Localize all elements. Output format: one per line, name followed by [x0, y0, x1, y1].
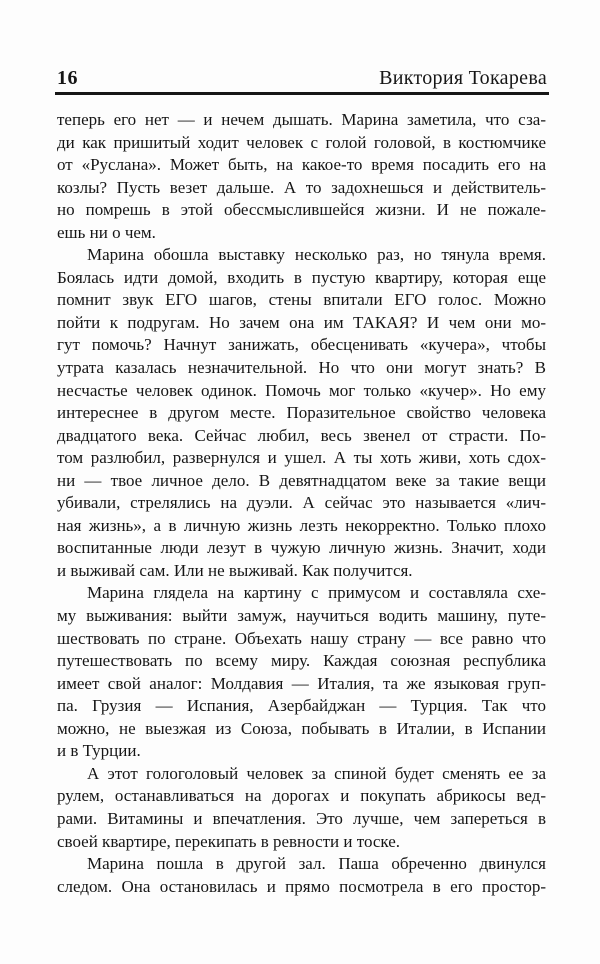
text-line: двадцатого века. Сейчас любил, весь звенел от страсти. По- — [57, 425, 546, 445]
text-line: гут помочь? Начнут занижать, обесценивать «кучера», чтобы — [57, 335, 546, 355]
text-line: но помрешь в этой обессмыслившейся жизни. И не пожале- — [57, 200, 546, 220]
page-number: 16 — [57, 67, 78, 89]
text-line: интереснее в другом месте. Поразительное свойство человека — [57, 403, 546, 423]
text-line: и в Турции. — [57, 741, 141, 761]
text-line: козлы? Пусть везет дальше. А то задохнешься и действитель- — [57, 177, 546, 197]
text-line: рами. Витамины и впечатления. Это лучше, чем запереться в — [57, 808, 546, 828]
text-line: от «Руслана». Может быть, на какое-то время посадить его на — [57, 155, 546, 175]
text-line: пойти к подругам. Но зачем она им ТАКАЯ? И чем они мо- — [57, 312, 546, 332]
text-line: путешествовать по всему миру. Каждая союзная республика — [57, 651, 546, 671]
text-line: помнит звук ЕГО шагов, стены впитали ЕГО голос. Можно — [57, 290, 546, 310]
text-line: ди как пришитый ходит человек с голой головой, в костюмчике — [57, 132, 546, 152]
text-line: убивали, стрелялись на дуэли. А сейчас это называется «лич- — [57, 493, 546, 513]
text-line: имеет свой аналог: Молдавия — Италия, та же языковая груп- — [57, 673, 546, 693]
text-line: Марина обошла выставку несколько раз, но тянула время. — [87, 245, 546, 265]
text-line: своей квартире, перекипать в ревности и тоске. — [57, 831, 401, 851]
body-text — [57, 109, 546, 898]
text-line: несчастье человек одинок. Помочь мог только «кучер». Но ему — [57, 380, 546, 400]
text-line: ная жизнь», а в личную жизнь лезть некорректно. Только плохо — [57, 515, 546, 535]
text-line: Марина глядела на картину с примусом и составляла схе- — [87, 583, 546, 603]
text-line: ешь ни о чем. — [57, 222, 156, 242]
text-line: му выживания: выйти замуж, научиться водить машину, путе- — [57, 606, 546, 626]
text-line: Боялась идти домой, входить в пустую квартиру, которая еще — [57, 267, 546, 287]
text-line: Марина пошла в другой зал. Паша обреченно двинулся — [87, 854, 546, 874]
page-header — [57, 66, 547, 90]
text-line: утрата казалась незначительной. Но что они могут знать? В — [57, 358, 546, 378]
text-line: воспитанные люди лезут в чужую личную жизнь. Значит, ходи — [57, 538, 546, 558]
text-line: ни — твое личное дело. В девятнадцатом веке за такие вещи — [57, 470, 546, 490]
text-line: теперь его нет — и нечем дышать. Марина заметила, что сза- — [57, 110, 546, 129]
header-rule — [55, 92, 549, 95]
text-line: па. Грузия — Испания, Азербайджан — Турция. Так что — [57, 696, 546, 716]
running-title: Виктория Токарева — [379, 67, 547, 89]
text-line: шествовать по стране. Объехать нашу страну — все равно что — [57, 628, 546, 648]
text-line: и выживай сам. Или не выживай. Как получится. — [57, 560, 413, 580]
text-line: можно, не выезжая из Союза, побывать в Италии, в Испании — [57, 718, 546, 738]
text-line: следом. Она остановилась и прямо посмотрела в его простор- — [57, 876, 546, 896]
text-line: том разлюбил, развернулся и ушел. А ты хоть живи, хоть сдох- — [57, 448, 546, 468]
text-line: рулем, останавливаться на дорогах и покупать абрикосы вед- — [57, 786, 546, 806]
text-line: А этот гологоловый человек за спиной будет сменять ее за — [87, 763, 546, 783]
